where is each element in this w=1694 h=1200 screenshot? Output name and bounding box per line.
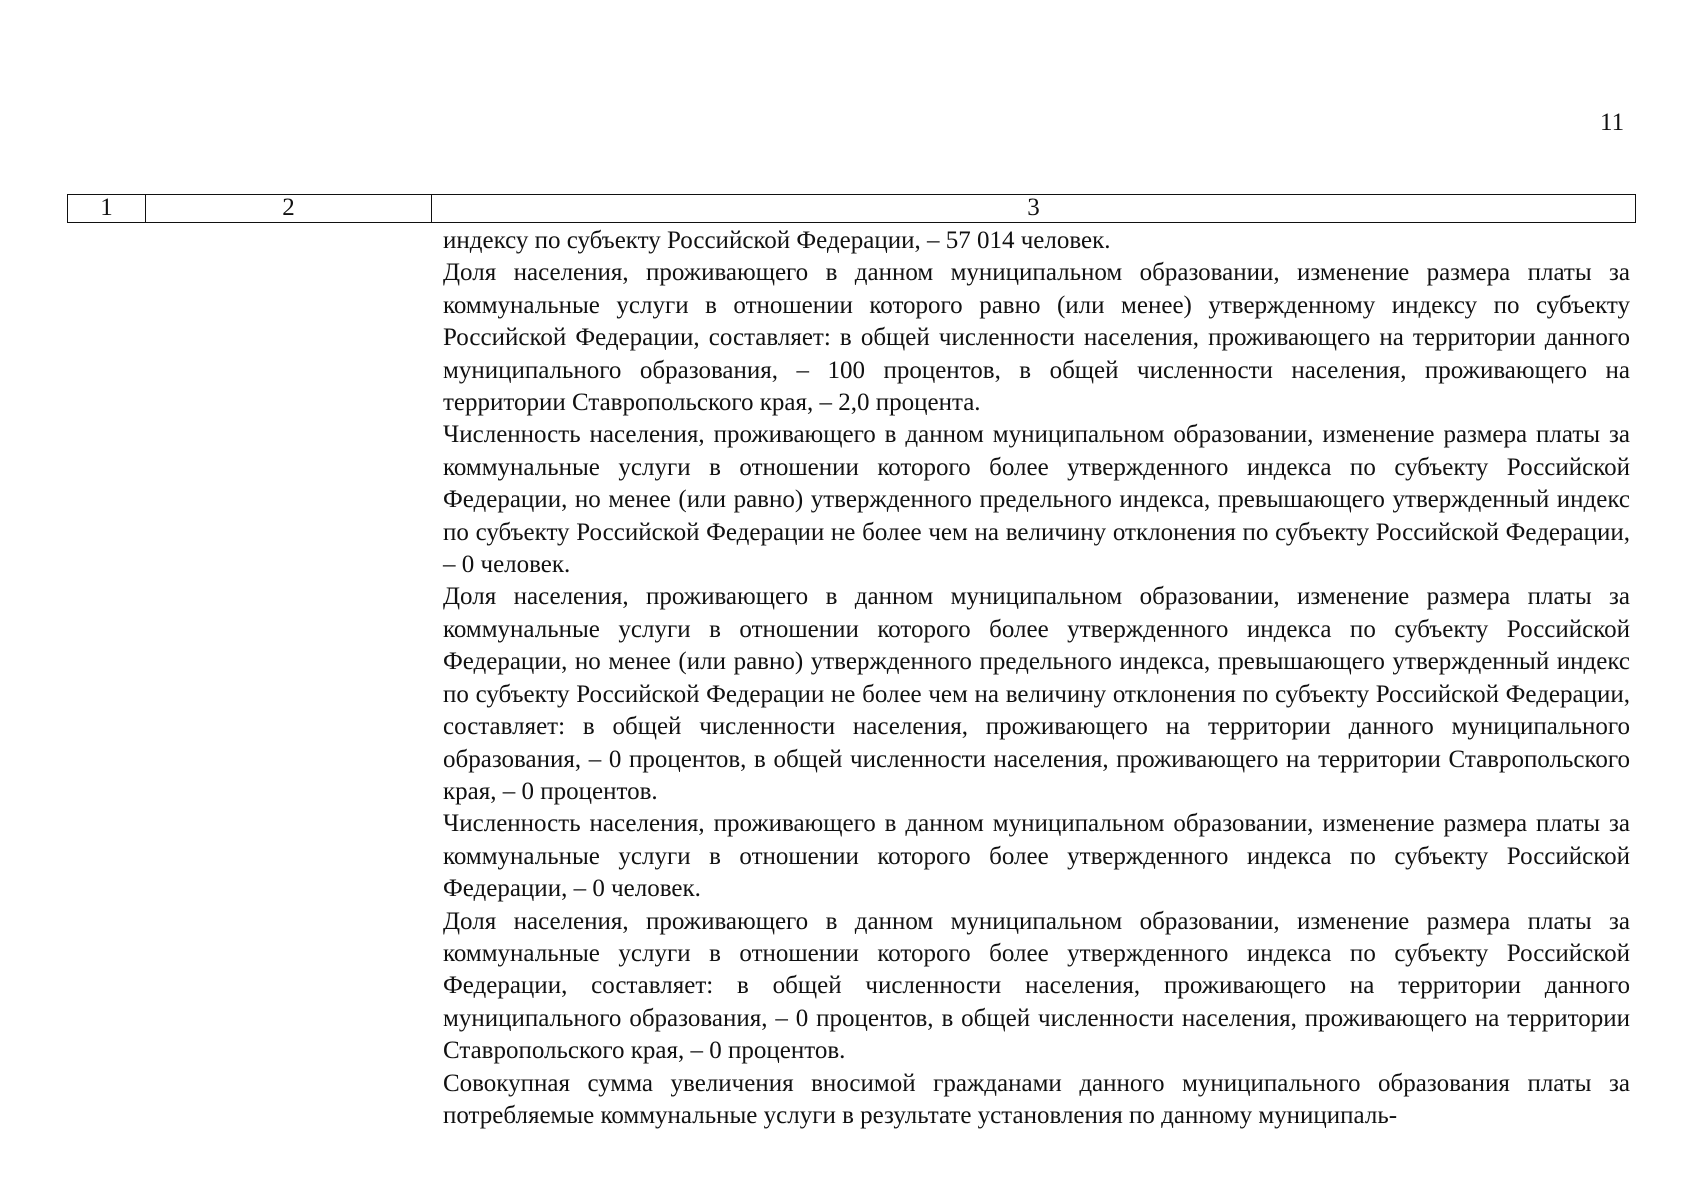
paragraph: Доля населения, проживающего в данном муниципальном образовании, изменение размера платы за коммунальные услуги в отношении которого более утвержденного индекса по субъекту Российской Федерации, но менее (или равно) утвержденного предельного индекса, превышающего утвержденный индекс по субъекту Российской Федерации не более чем на величину отклонения по субъекту Российской Федерации, составляет: в общей численности населения, проживающего на территории данного муниципального образования, – 0 процентов, в общей численности населения, проживающего на территории Ставропольского края, – 0 процентов. xyxy=(443,583,1630,805)
paragraph: Численность населения, проживающего в данном муниципальном образовании, изменение размера платы за коммунальные услуги в отношении которого более утвержденного индекса по субъекту Российской Федерации, но менее (или равно) утвержденного предельного индекса, превышающего утвержденный индекс по субъекту Российской Федерации не более чем на величину отклонения по субъекту Российской Федерации, – 0 человек. xyxy=(443,421,1630,579)
paragraph: Совокупная сумма увеличения вносимой гражданами данного муниципального образования платы за потребляемые коммунальные услуги в результате установления по данному муниципаль- xyxy=(443,1069,1630,1129)
paragraph: индексу по субъекту Российской Федерации, – 57 014 человек. xyxy=(443,227,1111,254)
table-header-col-1: 1 xyxy=(68,195,146,222)
table-header-col-2: 2 xyxy=(146,195,432,222)
document-body xyxy=(443,225,1630,1132)
paragraph: Численность населения, проживающего в данном муниципальном образовании, изменение размера платы за коммунальные услуги в отношении которого более утвержденного индекса по субъекту Российской Федерации, – 0 человек. xyxy=(443,810,1630,903)
paragraph: Доля населения, проживающего в данном муниципальном образовании, изменение размера платы за коммунальные услуги в отношении которого более утвержденного индекса по субъекту Российской Федерации, составляет: в общей численности населения, проживающего на территории данного муниципального образования, – 0 процентов, в общей численности населения, проживающего на территории Ставропольского края, – 0 процентов. xyxy=(443,907,1630,1065)
page-number: 11 xyxy=(1600,109,1625,136)
table-header-row xyxy=(67,194,1636,223)
paragraph: Доля населения, проживающего в данном муниципальном образовании, изменение размера платы за коммунальные услуги в отношении которого равно (или менее) утвержденному индексу по субъекту Российской Федерации, составляет: в общей численности населения, проживающего на территории данного муниципального образования, – 100 процентов, в общей численности населения, проживающего на территории Ставропольского края, – 2,0 процента. xyxy=(443,259,1630,417)
table-header-col-3: 3 xyxy=(1027,194,1040,221)
